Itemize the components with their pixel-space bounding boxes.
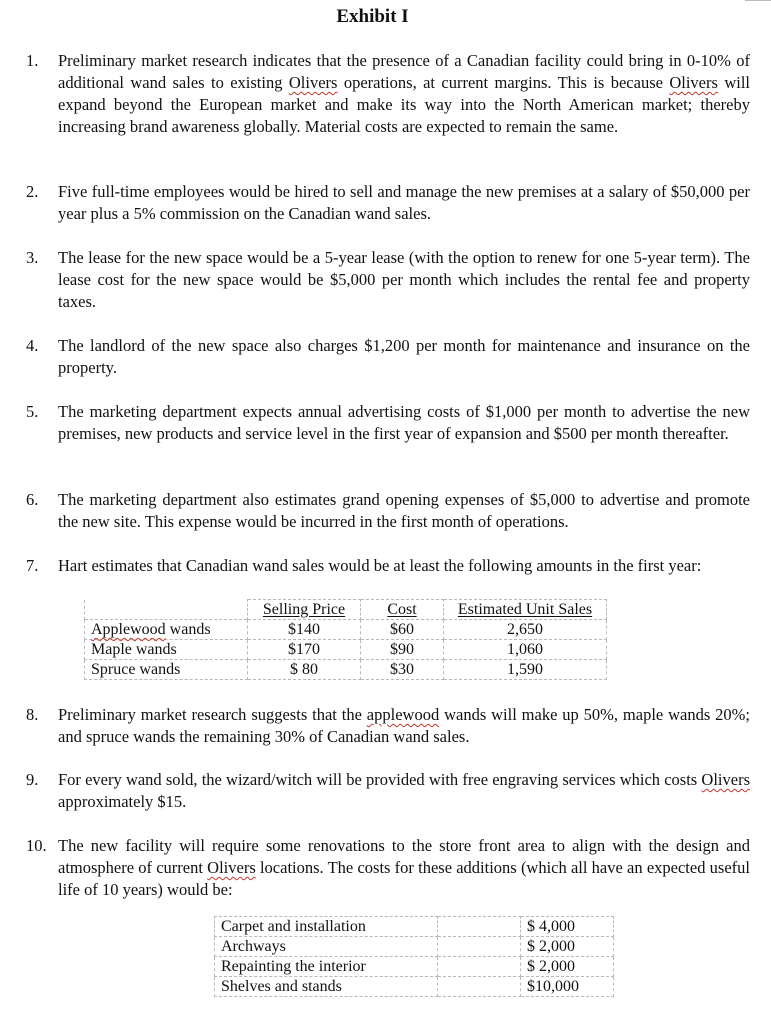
list-item-5 (26, 401, 750, 445)
list-item-10 (26, 835, 750, 901)
item-number: 7. (26, 556, 39, 575)
table-row (215, 917, 614, 937)
item-text: Hart estimates that Canadian wand sales would be at least the following amounts in the first year: (58, 556, 702, 575)
table-header-row (85, 600, 607, 620)
item-text: Preliminary market research indicates that the presence of a Canadian facility could bring in 0-10% of additional wand sales to existing Olivers operations, at current margins. This is because Olivers will expand beyond the European market and make its way into the North American market; thereby increasing brand awareness globally. Material costs are expected to remain the same. (58, 51, 750, 136)
corner-mark (745, 0, 771, 1)
table-row (85, 620, 607, 640)
table-cell: Archways (215, 937, 438, 957)
item-text: For every wand sold, the wizard/witch will be provided with free engraving services which costs Olivers approximately $15. (58, 770, 750, 811)
item-text: The new facility will require some renovations to the store front area to align with the design and atmosphere of current Olivers locations. The costs for these additions (which all have an expected useful life of 10 years) would be: (58, 836, 750, 899)
list-item-1 (26, 50, 750, 138)
table-cell: $ 4,000 (521, 917, 614, 937)
table-cell: Maple wands (85, 640, 248, 660)
table-cell: $90 (361, 640, 444, 660)
table-cell: 1,060 (444, 640, 607, 660)
item-number: 8. (26, 705, 39, 724)
table-cell: Shelves and stands (215, 977, 438, 997)
item-number: 1. (26, 51, 39, 70)
table-cell (438, 957, 521, 977)
list-item-6 (26, 489, 750, 533)
item-text: The landlord of the new space also charges $1,200 per month for maintenance and insurance on the property. (58, 336, 750, 377)
table-header: Selling Price (248, 600, 361, 620)
wand-name: Applewood (91, 621, 166, 638)
table-cell: Repainting the interior (215, 957, 438, 977)
item-text: The marketing department also estimates grand opening expenses of $5,000 to advertise and promote the new site. This expense would be incurred in the first month of operations. (58, 490, 750, 531)
item-text: Preliminary market research suggests that the applewood wands will make up 50%, maple wands 20%; and spruce wands the remaining 30% of Canadian wand sales. (58, 705, 750, 746)
list-item-7 (26, 555, 750, 577)
item-number: 9. (26, 770, 39, 789)
brand-name: Olivers (701, 770, 750, 789)
brand-name: Olivers (207, 858, 256, 877)
item-number: 5. (26, 402, 39, 421)
list-item-2 (26, 181, 750, 225)
renovation-cost-table (214, 916, 614, 997)
table-row (85, 640, 607, 660)
table-header: Cost (361, 600, 444, 620)
table-row (215, 977, 614, 997)
item-number: 4. (26, 336, 39, 355)
list-item-9 (26, 769, 750, 813)
table-cell: Spruce wands (85, 660, 248, 680)
table-cell: $170 (248, 640, 361, 660)
table-cell: $ 2,000 (521, 957, 614, 977)
table-cell: Applewood wands (85, 620, 248, 640)
item-number: 10. (26, 836, 47, 855)
table-cell (438, 977, 521, 997)
wand-sales-table (84, 599, 607, 680)
table-cell (438, 937, 521, 957)
item-text: The lease for the new space would be a 5-year lease (with the option to renew for one 5-year term). The lease cost for the new space would be $5,000 per month which includes the rental fee and property taxes. (58, 248, 750, 311)
item-text: The marketing department expects annual advertising costs of $1,000 per month to advertise the new premises, new products and service level in the first year of expansion and $500 per month thereafter. (58, 402, 750, 443)
exhibit-title: Exhibit I (336, 6, 409, 27)
table-header (85, 600, 248, 620)
table-cell: 2,650 (444, 620, 607, 640)
table-cell (438, 917, 521, 937)
list-item-8 (26, 704, 750, 748)
table-cell: Carpet and installation (215, 917, 438, 937)
table-row (215, 937, 614, 957)
brand-name: Olivers (288, 73, 338, 92)
table-cell: $30 (361, 660, 444, 680)
item-number: 2. (26, 182, 39, 201)
table-cell: $ 2,000 (521, 937, 614, 957)
list-item-4 (26, 335, 750, 379)
table-cell: $ 80 (248, 660, 361, 680)
table-cell: 1,590 (444, 660, 607, 680)
brand-name: Olivers (669, 73, 718, 92)
table-header: Estimated Unit Sales (444, 600, 607, 620)
table-row (215, 957, 614, 977)
table-cell: $10,000 (521, 977, 614, 997)
table-cell: $140 (248, 620, 361, 640)
item-number: 3. (26, 248, 39, 267)
list-item-3 (26, 247, 750, 313)
table-row (85, 660, 607, 680)
wand-name: applewood (366, 705, 440, 724)
item-text: Five full-time employees would be hired to sell and manage the new premises at a salary of $50,000 per year plus a 5% commission on the Canadian wand sales. (58, 182, 750, 223)
item-number: 6. (26, 490, 39, 509)
table-cell: $60 (361, 620, 444, 640)
